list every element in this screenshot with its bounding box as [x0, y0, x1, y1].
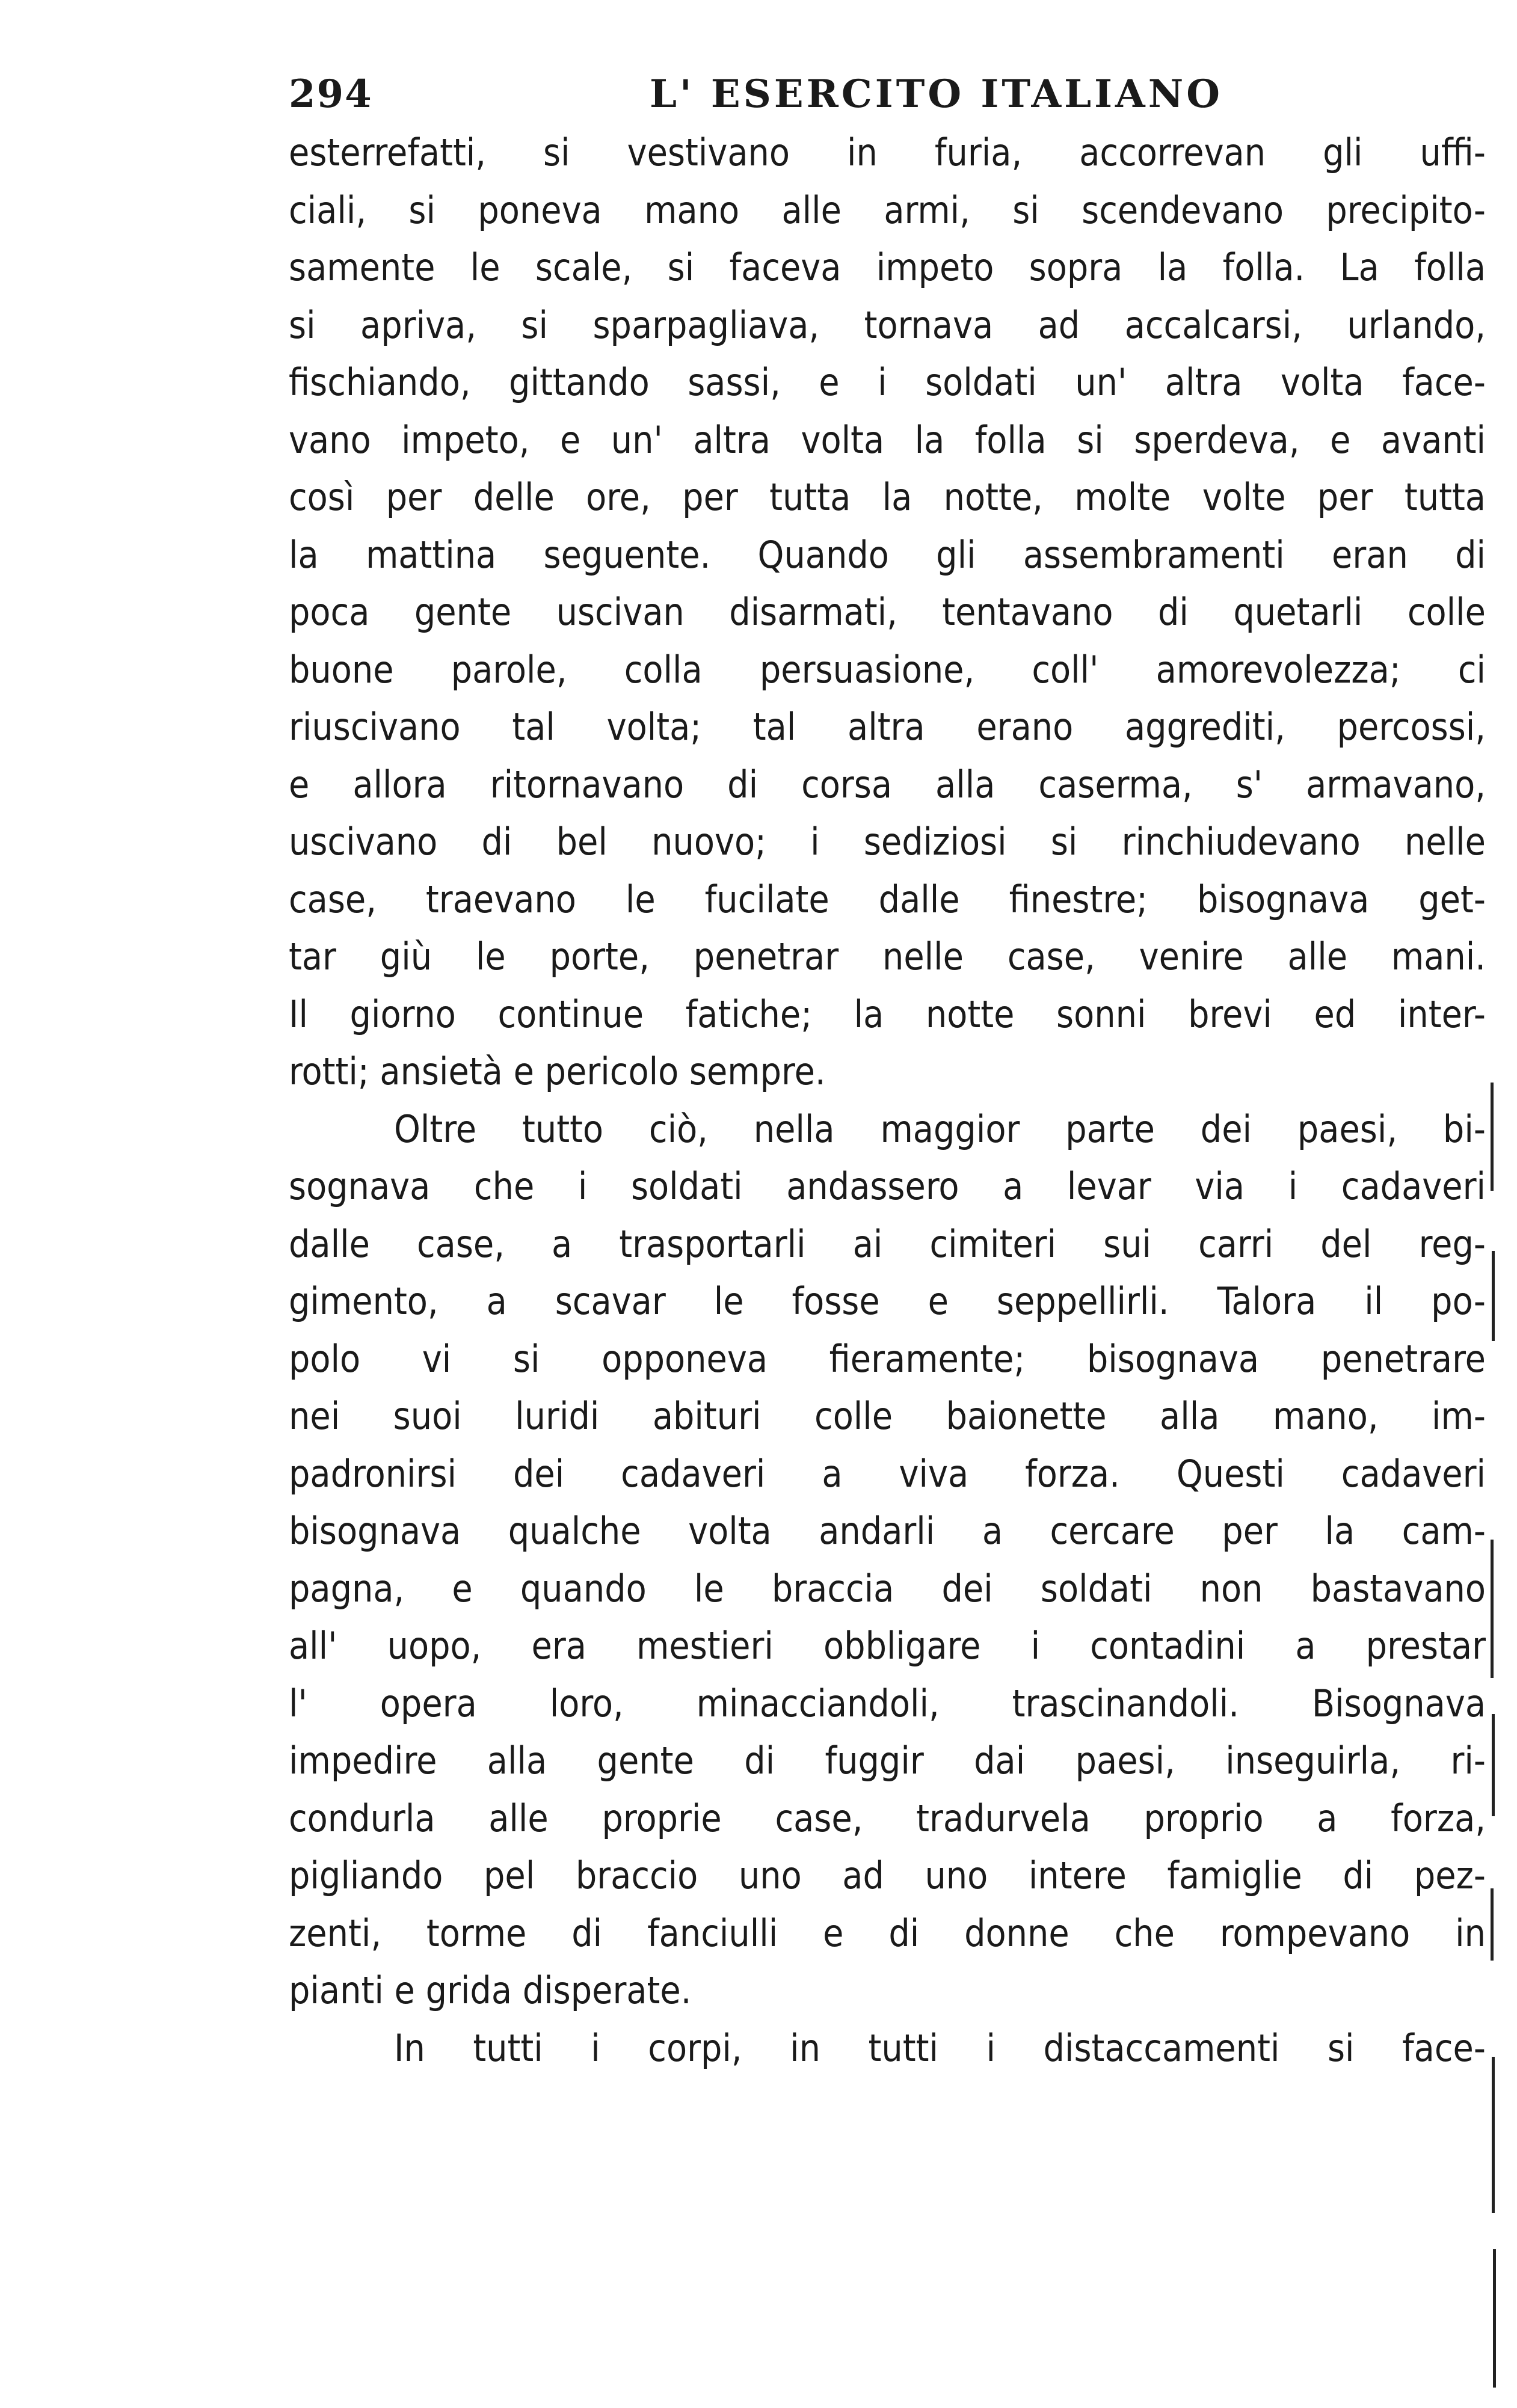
running-head [289, 55, 1486, 134]
text-line: gimento, a scavar le fosse e seppellirli. Talora il po- [289, 1279, 1486, 1323]
margin-scan-mark [1492, 1251, 1495, 1341]
text-line: rotti; ansietà e pericolo sempre. [289, 1049, 826, 1093]
text-line: impedire alla gente di fuggir dai paesi, inseguirla, ri- [289, 1739, 1486, 1783]
text-line: nei suoi luridi abituri colle baionette alla mano, im- [289, 1394, 1486, 1438]
text-line: esterrefatti, si vestivano in furia, accorrevan gli uffi- [289, 131, 1486, 174]
text-line: case, traevano le fucilate dalle finestre; bisognava get- [289, 877, 1486, 921]
text-line: e allora ritornavano di corsa alla caserma, s' armavano, [289, 762, 1486, 806]
text-line: polo vi si opponeva fieramente; bisognava penetrare [289, 1336, 1486, 1381]
text-line: vano impeto, e un' altra volta la folla si sperdeva, e avanti [289, 417, 1486, 462]
margin-scan-mark [1492, 1714, 1495, 1816]
page-number: 294 [289, 72, 373, 117]
text-line: ciali, si poneva mano alle armi, si scendevano precipito- [289, 188, 1486, 232]
margin-scan-mark [1492, 2057, 1495, 2213]
text-line: condurla alle proprie case, tradurvela proprio a forza, [289, 1796, 1486, 1840]
text-line: buone parole, colla persuasione, coll' amorevolezza; ci [289, 647, 1486, 692]
margin-scan-mark [1493, 2249, 1496, 2388]
text-line: samente le scale, si faceva impeto sopra la folla. La folla [289, 245, 1486, 289]
margin-scan-mark [1491, 1083, 1494, 1191]
text-line: fischiando, gittando sassi, e i soldati un' altra volta face- [289, 360, 1486, 404]
text-line: così per delle ore, per tutta la notte, molte volte per tutta [289, 475, 1486, 519]
text-line: tar giù le porte, penetrar nelle case, venire alle mani. [289, 935, 1486, 978]
text-line: zenti, torme di fanciulli e di donne che rompevano in [289, 1911, 1486, 1955]
paragraph-start-line: In tutti i corpi, in tutti i distaccamenti si face- [394, 2026, 1486, 2070]
text-line: poca gente uscivan disarmati, tentavano di quetarli colle [289, 590, 1486, 634]
margin-scan-mark [1491, 1888, 1494, 1961]
text-line: Il giorno continue fatiche; la notte sonni brevi ed inter- [289, 992, 1486, 1036]
text-line: pigliando pel braccio uno ad uno intere famiglie di pez- [289, 1854, 1486, 1897]
text-line: l' opera loro, minacciandoli, trascinandoli. Bisognava [289, 1681, 1486, 1725]
running-title: L' ESERCITO ITALIANO [650, 72, 1223, 117]
text-line: pagna, e quando le braccia dei soldati non bastavano [289, 1566, 1486, 1611]
text-line: dalle case, a trasportarli ai cimiteri sui carri del reg- [289, 1221, 1486, 1266]
text-line: bisognava qualche volta andarli a cercare per la cam- [289, 1509, 1486, 1553]
text-line: pianti e grida disperate. [289, 1968, 692, 2012]
text-line: padronirsi dei cadaveri a viva forza. Questi cadaveri [289, 1451, 1486, 1496]
text-line: all' uopo, era mestieri obbligare i contadini a prestar [289, 1624, 1486, 1668]
body-text [289, 124, 1486, 2077]
text-line: riuscivano tal volta; tal altra erano aggrediti, percossi, [289, 705, 1486, 749]
margin-scan-mark [1491, 1540, 1494, 1678]
text-line: si apriva, si sparpagliava, tornava ad accalcarsi, urlando, [289, 303, 1486, 347]
text-line: la mattina seguente. Quando gli assembramenti eran di [289, 532, 1486, 577]
paragraph-start-line: Oltre tutto ciò, nella maggior parte dei paesi, bi- [394, 1107, 1486, 1151]
text-line: uscivano di bel nuovo; i sediziosi si rinchiudevano nelle [289, 820, 1486, 864]
text-line: sognava che i soldati andassero a levar via i cadaveri [289, 1164, 1486, 1208]
